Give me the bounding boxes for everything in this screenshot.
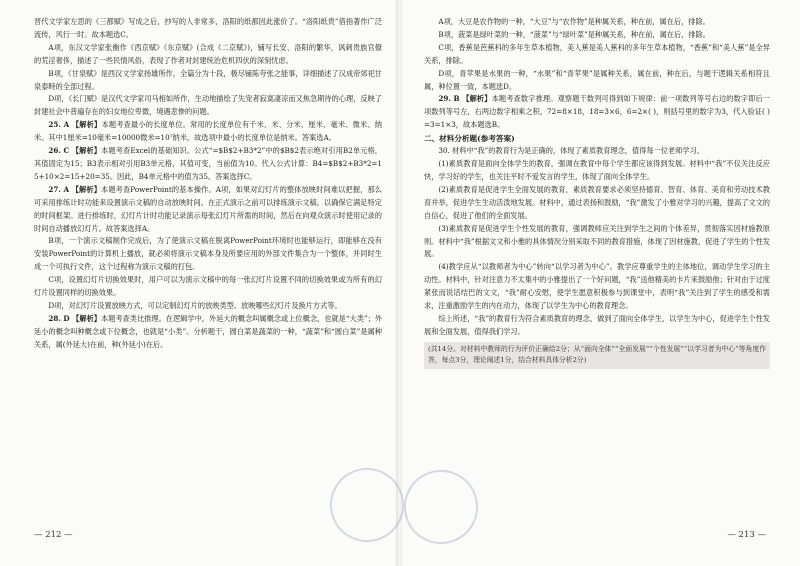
paragraph xyxy=(34,145,382,184)
paragraph-text: (1)素质教育是面向全体学生的教育，强调在教育中每个学生都应该得到发展。材料中“我”不仅关注反应快，学习好的学生，也关注平时不爱发言的学生，体现了面向全体学生。 xyxy=(424,159,770,181)
paragraph-text: D项，青苹果是水果的一种，“水果”和“青苹果”是属种关系，属在前，种在后，与题干逻辑关系相符且属，种位置一致，本题选D。 xyxy=(424,68,770,91)
paragraph xyxy=(34,16,382,42)
answer-key: 26. C 【解析】 xyxy=(48,146,102,156)
paragraph xyxy=(34,68,382,94)
answer-key: 28. D 【解析】 xyxy=(48,313,101,323)
paragraph-text: C项，香蕉是芭蕉科的多年生草本植物，美人蕉是美人蕉科的多年生草本植物，“香蕉”和“美人蕉”是全异关系，排除。 xyxy=(424,42,770,65)
paragraph xyxy=(424,313,770,339)
paragraph xyxy=(424,223,770,262)
paragraph xyxy=(34,184,382,236)
left-page-number: — 212 — xyxy=(34,530,73,540)
paragraph xyxy=(424,261,770,313)
answer-body xyxy=(424,145,770,339)
paragraph xyxy=(34,42,382,68)
paragraph-text: 本题考查Excel的基础知识。公式“=$B$2+B3*2”中的$B$2表示绝对引用B2单元格，其值固定为15；B3表示相对引用B3单元格，其值可变，当前值为10。代入公式计算：B4=$B$2+B3*2=15+10×2=15+20=35。因此，B4单元格中的值为35。答案选择C。 xyxy=(34,146,382,181)
paragraph-text: B项，一个演示文稿制作完成后，为了使演示文稿在脱离PowerPoint环境时也能够运行，即能够在没有安装PowerPoint的计算机上播放，就必须将演示文稿本身及所要应用的外部文件集合为一个整体，并同时生成一个可执行文件，这个过程称为演示文稿的打包。 xyxy=(34,236,382,272)
paragraph-text: (2)素质教育是促进学生全面发展的教育，素质教育要求必须坚持德育、智育、体育、美育和劳动技术教育并举，促进学生生动活泼地发展。材料中，通过表扬和鼓励，“我”激发了小雅对学习的兴趣，提高了文文的自信心，促进了他们的全面发展。 xyxy=(424,184,770,220)
paragraph xyxy=(34,300,382,313)
paragraph xyxy=(424,184,770,223)
paragraph xyxy=(424,145,770,158)
paragraph-text: B项，菠菜是绿叶菜的一种，“菠菜”与“绿叶菜”是种属关系，种在前，属在后，排除。 xyxy=(438,29,710,39)
answer-key: 25. A 【解析】 xyxy=(48,120,102,130)
paragraph xyxy=(424,42,770,68)
right-page-body xyxy=(424,16,770,132)
paragraph-text: C项，设置幻灯片切换效果时，用户可以为演示文稿中的每一张幻灯片设置不同的切换效果或为所有的幻灯片设置同样的切换效果。 xyxy=(34,275,382,298)
paragraph-text: 本题考查最小的长度单位。常用的长度单位有千米、米、分米、厘米、毫米、微米、纳米。其中1厘米=10毫米=10000微米=10⁷纳米，故选项中最小的长度单位是纳米。答案选A。 xyxy=(34,120,382,143)
paragraph-text: A项，东汉文学家张衡作《西京赋》《东京赋》(合成《二京赋》)，铺写长安、洛阳的繁华，讽刺贵族官僚的荒淫奢侈，描述了一些民情风俗，表现了作者对封建统治危机四伏的深刻忧虑。 xyxy=(34,42,382,65)
paragraph xyxy=(424,93,770,132)
paragraph-text: 本题考查类比推理。在逻辑学中，外延大的概念叫属概念或上位概念，也就是“大类”；外延小的概念叫种概念或下位概念，也就是“小类”。分析题干，圆白菜是蔬菜的一种，“蔬菜”和“圆白菜”是属种关系，属(外延大)在前，种(外延小)在后。 xyxy=(34,313,382,349)
paragraph xyxy=(424,29,770,42)
paragraph-text: 晋代文学家左思的《三都赋》写成之后，抄写的人非常多，洛阳的纸都因此涨价了。“洛阳纸贵”借指著作广泛流传，风行一时。故本题选C。 xyxy=(34,17,382,39)
paragraph-text: 本题考查数字推理。观察题干数列可得到如下规律：前一项数列等号右边的数字即后一项数列等号左，右两边数字相乘之积，72=8×18，18=3×6，6=2×( )，则括号里的数字为3，代入验证( )=3=1×3，故本题选B。 xyxy=(424,94,770,130)
paragraph xyxy=(34,313,382,352)
paragraph-text: 综上所述，“我”的教育行为符合素质教育的理念，做到了面向全体学生，以学生为中心，促进学生个性发展和全面发展，值得我们学习。 xyxy=(424,313,770,336)
paragraph-text: 30. 材料中“我”的教育行为是正确的，体现了素质教育理念，值得每一位老师学习。 xyxy=(438,146,704,156)
paragraph xyxy=(34,274,382,300)
paragraph xyxy=(424,68,770,94)
scoring-note: (共14分。对材料中教师的行为评价正确给2分；从“面向全体”“全面发展”“个性发展”“以学习者为中心”等角度作答，每点3分，理论阐述1分，结合材料具体分析2分) xyxy=(424,342,770,369)
right-page-number: — 213 — xyxy=(727,530,766,540)
paragraph xyxy=(34,93,382,119)
paragraph-text: 本题考查PowerPoint的基本操作。A项，如果对幻灯片的整体放映时间难以把握，那么可采用排练计时功能来设置演示文稿的自动放映时间。在正式演示之前可以排练演示文稿，以确保它满足特定的时间框架。进行排练时，幻灯片计时功能记录演示每张幻灯片所需的时间，然后在向观众演示时使用记录的时间自动播放幻灯片。故答案选择A。 xyxy=(34,184,382,233)
left-page-body xyxy=(34,16,382,352)
paragraph xyxy=(34,119,382,145)
answer-key: 29. B 【解析】 xyxy=(438,94,492,104)
paragraph xyxy=(34,235,382,274)
paragraph-text: (3)素质教育是促进学生个性发展的教育，强调教师应关注到学生之间的个体差异，贯彻落实因材施教原则。材料中“我”根据文文和小雅的具体情况分别采取不同的教育措施，体现了因材施教，促进了学生的个性发展。 xyxy=(424,223,770,259)
paragraph xyxy=(424,16,770,29)
answer-key: 27. A 【解析】 xyxy=(48,184,102,194)
section-heading: 二、材料分析题(参考答案) xyxy=(424,134,515,144)
paragraph-text: (4)教学应从“以教师者为中心”转向“以学习者为中心”。教学应尊重学生的主体地位，调动学生学习的主动性。材料中，针对注意力不太集中的小雅提出了一个好问题，“我”送他精美的卡片来鼓励他；针对由于过度紧张而说话结巴的文文，“我”耐心安慰，使学生愿意积极参与到课堂中，表明“我”关注到了学生的感受和需求，注重激励学生的内在动力，体现了以学生为中心的教育理念。 xyxy=(424,262,770,311)
paragraph-text: A项，大豆是农作物的一种，“大豆”与“农作物”是种属关系，种在前，属在后，排除。 xyxy=(438,17,710,26)
paragraph xyxy=(424,158,770,184)
paragraph-text: D项，对幻灯片设置放映方式，可以定制幻灯片的放映类型、放映哪些幻灯片及换片方式等。 xyxy=(48,300,342,310)
paragraph-text: D项，《长门赋》是汉代文学家司马相如所作，生动地描绘了失宠者寂寞凄凉而又焦急期待的心理，反映了封建社会中普遍存在的妇女地位卑微，境遇悲惨的问题。 xyxy=(34,94,382,117)
paragraph-text: B项，《甘泉赋》是西汉文学家扬雄所作，全篇分为十段，极尽铺陈夸张之能事，详细描述了汉成帝郊祀甘泉泰畤的全部过程。 xyxy=(34,68,382,91)
